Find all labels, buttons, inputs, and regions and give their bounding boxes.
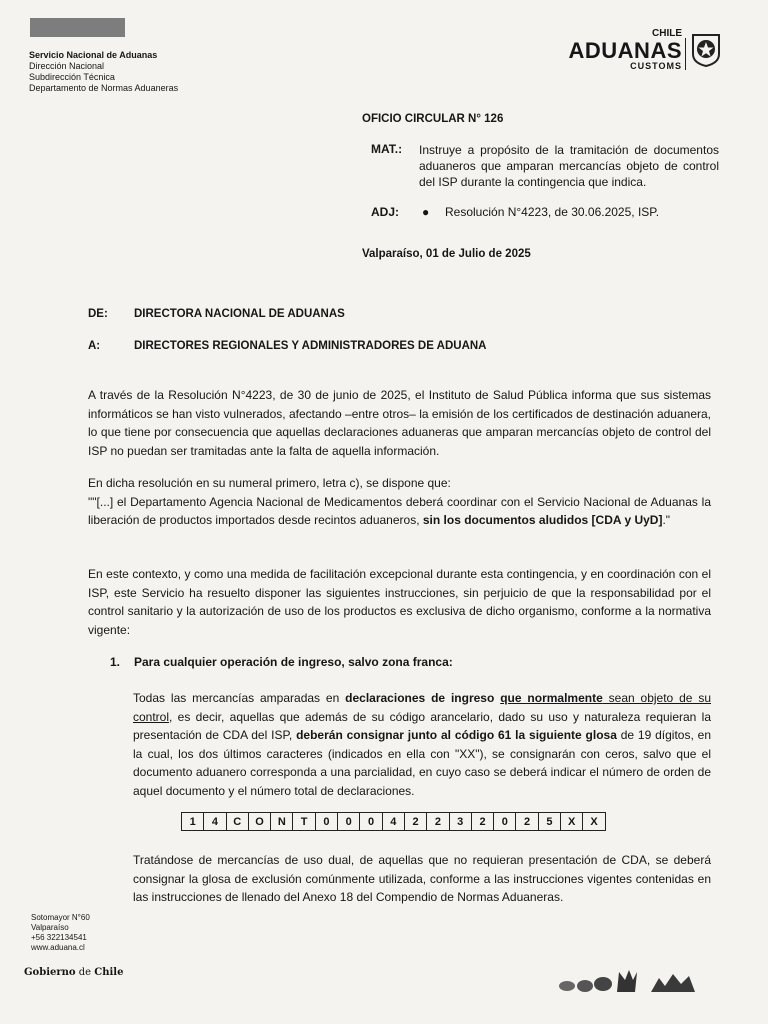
a-value: DIRECTORES REGIONALES Y ADMINISTRADORES DE ADUANA [134,340,487,352]
quote-end: ." [662,513,671,527]
code-cell: C [226,812,249,831]
redacted-block [30,18,125,37]
address-line: Valparaíso [31,923,69,932]
p4-underline: sean objeto de su control [133,691,712,724]
p4-text: Todas las mercancías amparadas en [133,691,346,705]
sender-line: Servicio Nacional de Aduanas [29,50,158,60]
code-cell: 2 [404,812,427,831]
p4-bold: deberán consignar junto al código 61 la siguiente glosa [296,728,617,742]
adj-text: Resolución N°4223, de 30.06.2025, ISP. [445,205,660,219]
address-line: Sotomayor N°60 [31,913,90,922]
adj-label: ADJ: [371,205,400,219]
gob-word: Gobierno [24,967,76,978]
sender-line: Subdirección Técnica [29,72,115,82]
p4-bold: declaraciones de ingreso [345,691,495,705]
a-label: A: [88,340,101,352]
paragraph-5: Tratándose de mercancías de uso dual, de aquellas que no requieran presentación de CDA, se deberá consignar la glosa de exclusión comúnmente utilizada, conforme a las instrucciones vigentes contenidas en las instrucciones de llenado del Anexo 18 del Compendio de Normas Aduaneras. [133,853,711,904]
code-cell: 3 [449,812,472,831]
code-cell: 5 [538,812,561,831]
gob-word: de [75,967,95,978]
code-cell: X [560,812,583,831]
address-line: www.aduana.cl [31,943,85,952]
item-title: Para cualquier operación de ingreso, salvo zona franca: [134,655,453,669]
de-value: DIRECTORA NACIONAL DE ADUANAS [134,308,345,320]
decorative-marks-icon [555,962,715,998]
code-cell: T [292,812,315,831]
code-cell: N [270,812,293,831]
code-cell: 2 [515,812,538,831]
mat-label: MAT.: [371,142,403,156]
star-seal-icon [690,32,722,68]
code-cell: 0 [493,812,516,831]
paragraph-3: En este contexto, y como una medida de facilitación excepcional durante esta contingencia, y en coordinación con el ISP, este Servicio ha resuelto disponer las siguientes instrucciones, sin perjuicio de que la responsabilidad por el control sanitario y la autorización de uso de los productos es exclusiva de dicho organismo, conforme a la normativa vigente: [88,567,711,637]
p4-bold-underline: que normalmente [500,691,603,705]
paragraph-2 [88,474,711,530]
sender-line: Dirección Nacional [29,61,105,71]
date-line: Valparaíso, 01 de Julio de 2025 [362,248,531,260]
code-cell: O [248,812,271,831]
paragraph-2-intro: En dicha resolución en su numeral primero, letra c), se dispone que: [88,476,451,490]
glosa-code-table [182,812,606,831]
gob-word: Chile [94,967,124,978]
footer-address [31,913,90,953]
quote-text: ""[...] el Departamento Agencia Nacional de Medicamentos deberá coordinar con el Servicio Nacional de Aduanas la liberación de productos importados desde recintos aduaneros, [88,494,711,527]
code-cell: 0 [315,812,338,831]
bullet-icon: ● [422,205,430,219]
logo-customs: CUSTOMS [630,61,682,71]
logo-name: ADUANAS [568,38,682,63]
p4-text: de 19 dígitos, en la cual, los dos últimos caracteres (indicados en ella con "XX"), se consignarán con ceros, salvo que el documento aduanero corresponda a una parcialidad, en cuyo caso se deberá indicar el número de orden de aquel documento y el número total de declaraciones. [133,728,711,798]
code-cell: 2 [426,812,449,831]
code-cell: 0 [337,812,360,831]
code-cell: 4 [203,812,226,831]
paragraph-2-quote [88,493,711,530]
paragraph-4 [133,689,711,800]
p4-text: , es decir, aquellas que además de su código arancelario, dado su uso y naturaleza requieran la presentación de CDA del ISP, [133,709,711,742]
mat-text: Instruye a propósito de la tramitación de documentos aduaneros que amparan mercancías objeto de control del ISP durante la contingencia que indica. [419,143,719,189]
logo-divider [685,38,686,70]
code-cell: 1 [181,812,204,831]
aduanas-logo [560,28,730,74]
sender-line: Departamento de Normas Aduaneras [29,83,179,93]
paragraph-1: A través de la Resolución N°4223, de 30 de junio de 2025, el Instituto de Salud Pública informa que sus sistemas informáticos se han visto vulnerados, afectando –entre otros– la emisión de los certificados de destinación aduanera, lo que tiene por consecuencia que aquellas declaraciones aduaneras que amparan mercancías objeto de control del ISP no puedan ser tramitadas ante la falta de aquella información. [88,388,711,458]
code-cell: 4 [382,812,405,831]
address-line: +56 322134541 [31,933,87,942]
code-cell: X [582,812,605,831]
logo-chile: CHILE [652,28,682,39]
item-number: 1. [110,655,121,669]
code-cell: 0 [359,812,382,831]
quote-bold: sin los documentos aludidos [CDA y UyD] [422,513,663,527]
code-cell: 2 [471,812,494,831]
oficio-number: OFICIO CIRCULAR N° 126 [362,113,504,125]
gobierno-de-chile [24,967,123,978]
de-label: DE: [88,308,108,320]
sender-block [29,50,178,94]
